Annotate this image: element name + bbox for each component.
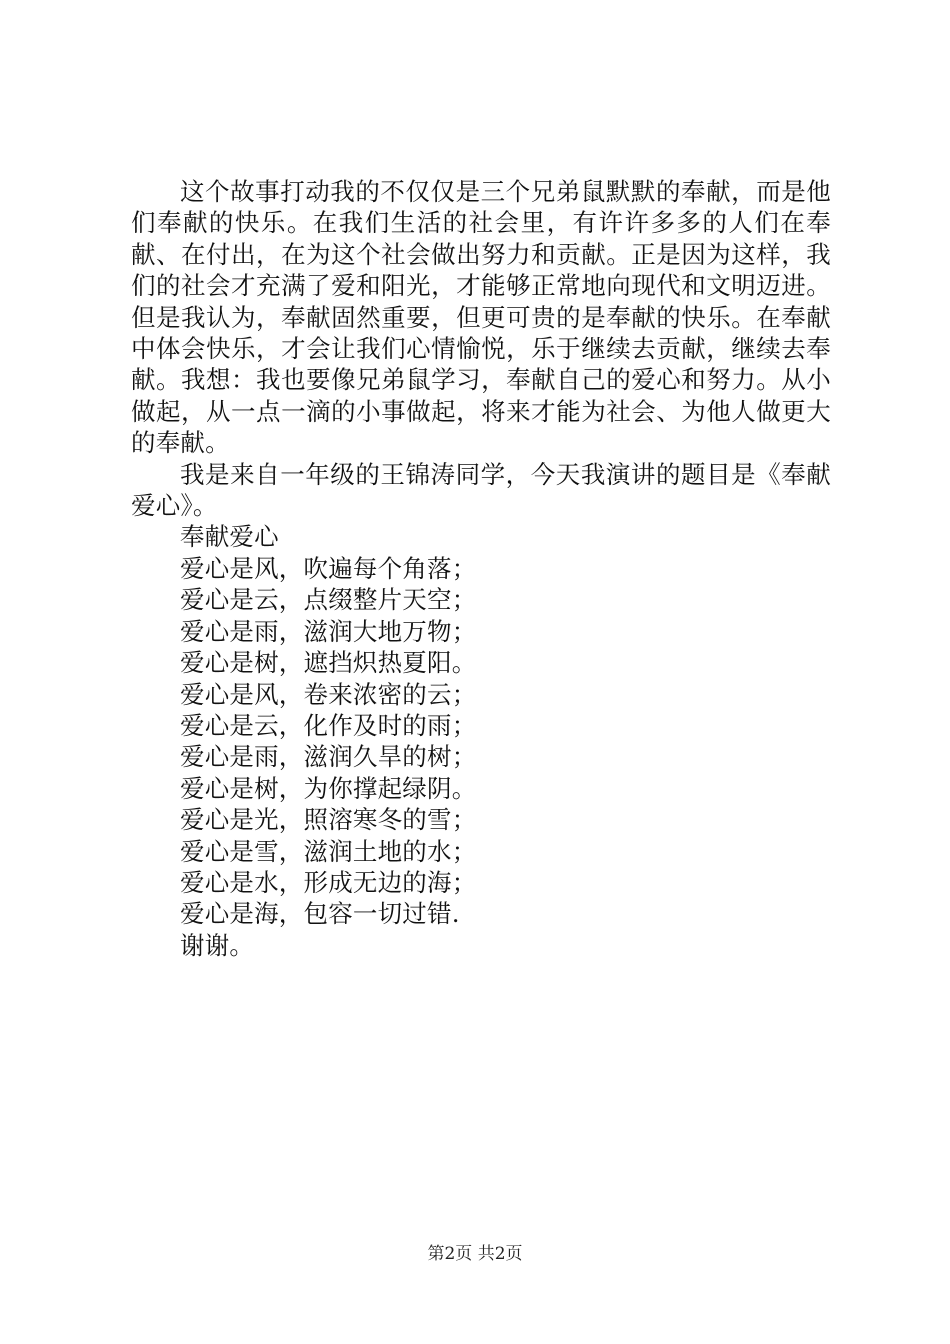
poem-line: 爱心是云，点缀整片天空； [180,585,477,615]
poem-line: 爱心是风，吹遍每个角落； [180,553,477,583]
closing-line: 谢谢。 [180,930,255,960]
poem-line: 爱心是海，包容一切过错. [180,899,460,929]
poem-line: 爱心是风，卷来浓密的云； [180,679,477,709]
poem-title: 奉献爱心 [180,522,279,552]
document-body [131,176,831,961]
poem-line: 爱心是光，照溶寒冬的雪； [180,805,477,835]
poem-line: 爱心是水，形成无边的海； [180,867,477,897]
poem-line: 爱心是雨，滋润久旱的树； [180,742,477,772]
paragraph-story-reflection: 这个故事打动我的不仅仅是三个兄弟鼠默默的奉献，而是他们奉献的快乐。在我们生活的社会里，有许许多多的人们在奉献、在付出，在为这个社会做出努力和贡献。正是因为这样，我们的社会才充满了爱和阳光，才能够正常地向现代和文明迈进。但是我认为，奉献固然重要，但更可贵的是奉献的快乐。在奉献中体会快乐，才会让我们心情愉悦，乐于继续去贡献，继续去奉献。我想：我也要像兄弟鼠学习，奉献自己的爱心和努力。从小做起，从一点一滴的小事做起，将来才能为社会、为他人做更大的奉献。 [131,177,831,458]
poem-line: 爱心是树，遮挡炽热夏阳。 [180,648,477,678]
page-footer [0,1242,950,1266]
paragraph-speech-intro: 我是来自一年级的王锦涛同学，今天我演讲的题目是《奉献爱心》。 [131,459,831,521]
poem-line: 爱心是雨，滋润大地万物； [180,616,477,646]
poem-line: 爱心是云，化作及时的雨； [180,710,477,740]
poem-line: 爱心是树，为你撑起绿阴。 [180,773,477,803]
page-number: 第2页 共2页 [427,1244,523,1264]
poem-line: 爱心是雪，滋润土地的水； [180,836,477,866]
